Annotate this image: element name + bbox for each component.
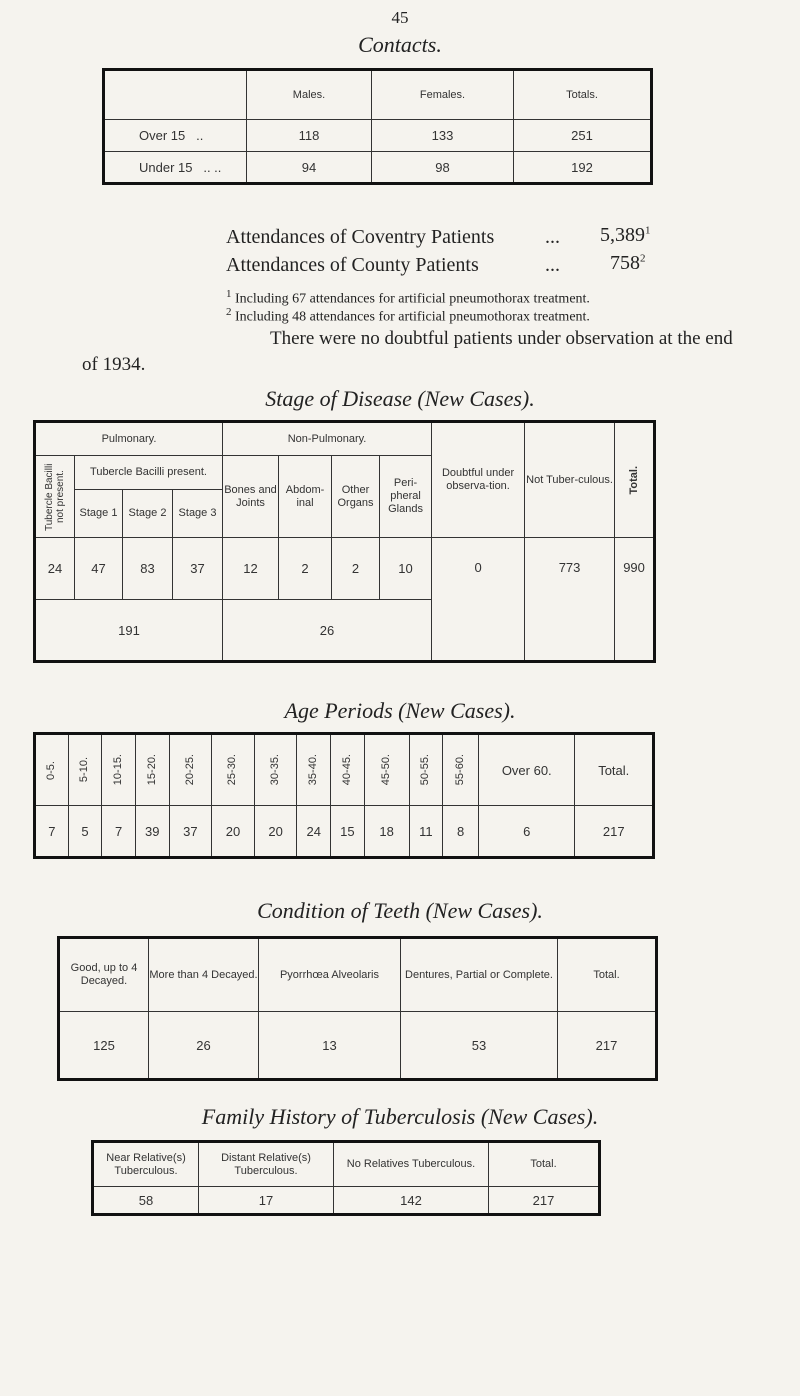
stage-cell: 0 bbox=[432, 538, 525, 662]
contacts-row-label: Under 15 .. .. bbox=[104, 152, 247, 184]
family-title: Family History of Tuberculosis (New Cases). bbox=[201, 1104, 599, 1129]
stage-cell: 83 bbox=[123, 538, 173, 600]
age-cell: 20 bbox=[254, 806, 297, 858]
contacts-header-totals: Totals. bbox=[514, 70, 652, 120]
contacts-cell: 118 bbox=[247, 120, 372, 152]
stage-2-header: Stage 2 bbox=[123, 490, 173, 538]
age-header-over-60: Over 60. bbox=[479, 734, 575, 806]
teeth-header: Pyorrhœa Alveolaris bbox=[259, 938, 401, 1012]
teeth-header: Dentures, Partial or Complete. bbox=[401, 938, 558, 1012]
bones-joints-header: Bones and Joints bbox=[223, 456, 279, 538]
contacts-cell: 133 bbox=[372, 120, 514, 152]
age-header: 0-5. bbox=[35, 734, 69, 806]
age-header: 5-10. bbox=[68, 734, 102, 806]
family-cell: 217 bbox=[489, 1187, 600, 1215]
doubtful-text-line-1: There were no doubtful patients under observation at the end bbox=[270, 328, 733, 349]
pulmonary-subtotal: 191 bbox=[35, 600, 223, 662]
family-header: Total. bbox=[489, 1142, 600, 1187]
age-header: 10-15. bbox=[102, 734, 136, 806]
footnote-1: $^1$ Including 67 attendances for artificial pneumothorax treatment. bbox=[226, 288, 590, 307]
stage-cell: 47 bbox=[75, 538, 123, 600]
attendance-dots: ... bbox=[545, 254, 560, 276]
family-table bbox=[91, 1140, 601, 1216]
attendance-coventry-value: 5,389$^1$ bbox=[600, 224, 651, 246]
contacts-cell: 192 bbox=[514, 152, 652, 184]
stage-cell: 2 bbox=[332, 538, 380, 600]
other-organs-header: Other Organs bbox=[332, 456, 380, 538]
stage-cell: 773 bbox=[525, 538, 615, 662]
footnote-2: $^2$ Including 48 attendances for artificial pneumothorax treatment. bbox=[226, 306, 590, 325]
stage-cell: 37 bbox=[173, 538, 223, 600]
age-cell: 7 bbox=[35, 806, 69, 858]
not-tuberculous-header: Not Tuber-culous. bbox=[525, 422, 615, 538]
contacts-row-label: Over 15 .. bbox=[104, 120, 247, 152]
stage-3-header: Stage 3 bbox=[173, 490, 223, 538]
pulmonary-header: Pulmonary. bbox=[35, 422, 223, 456]
stage-table bbox=[33, 420, 656, 663]
doubtful-header: Doubtful under observa-tion. bbox=[432, 422, 525, 538]
abdominal-header: Abdom-inal bbox=[279, 456, 332, 538]
teeth-header: Total. bbox=[558, 938, 657, 1012]
family-header: No Relatives Tuberculous. bbox=[334, 1142, 489, 1187]
age-cell: 5 bbox=[68, 806, 102, 858]
age-header: 30-35. bbox=[254, 734, 297, 806]
age-header: 55-60. bbox=[443, 734, 479, 806]
age-cell: 18 bbox=[364, 806, 409, 858]
family-header: Near Relative(s) Tuberculous. bbox=[93, 1142, 199, 1187]
teeth-cell: 53 bbox=[401, 1012, 558, 1080]
age-table bbox=[33, 732, 655, 859]
tb-present-header: Tubercle Bacilli present. bbox=[75, 456, 223, 490]
age-header-total: Total. bbox=[575, 734, 654, 806]
teeth-header: More than 4 Decayed. bbox=[149, 938, 259, 1012]
tb-not-present-header: Tubercle Bacilli not present. bbox=[35, 456, 75, 538]
age-cell: 11 bbox=[409, 806, 443, 858]
page-number: 45 bbox=[391, 8, 409, 27]
contacts-cell: 251 bbox=[514, 120, 652, 152]
teeth-cell: 217 bbox=[558, 1012, 657, 1080]
age-header: 25-30. bbox=[212, 734, 255, 806]
age-header: 40-45. bbox=[331, 734, 365, 806]
attendance-county-value: $758^2$ bbox=[610, 252, 646, 274]
stage-cell: 2 bbox=[279, 538, 332, 600]
contacts-title: Contacts. bbox=[358, 32, 442, 57]
teeth-title: Condition of Teeth (New Cases). bbox=[257, 898, 543, 923]
contacts-table bbox=[102, 68, 653, 185]
age-cell: 37 bbox=[169, 806, 212, 858]
family-cell: 58 bbox=[93, 1187, 199, 1215]
age-cell: 7 bbox=[102, 806, 136, 858]
teeth-cell: 26 bbox=[149, 1012, 259, 1080]
non-pulmonary-header: Non-Pulmonary. bbox=[223, 422, 432, 456]
stage-title: Stage of Disease (New Cases). bbox=[265, 386, 535, 411]
peripheral-glands-header: Peri-pheral Glands bbox=[380, 456, 432, 538]
stage-cell: 24 bbox=[35, 538, 75, 600]
age-cell: 6 bbox=[479, 806, 575, 858]
age-header: 15-20. bbox=[135, 734, 169, 806]
age-title: Age Periods (New Cases). bbox=[284, 698, 516, 723]
age-header: 20-25. bbox=[169, 734, 212, 806]
attendance-coventry-label: Attendances of Coventry Patients bbox=[226, 226, 495, 248]
contacts-corner bbox=[104, 70, 247, 120]
teeth-header: Good, up to 4 Decayed. bbox=[59, 938, 149, 1012]
non-pulmonary-subtotal: 26 bbox=[223, 600, 432, 662]
age-header: 35-40. bbox=[297, 734, 331, 806]
stage-1-header: Stage 1 bbox=[75, 490, 123, 538]
total-header: Total. bbox=[615, 422, 655, 538]
age-cell: 39 bbox=[135, 806, 169, 858]
contacts-header-females: Females. bbox=[372, 70, 514, 120]
teeth-table bbox=[57, 936, 658, 1081]
stage-cell: 12 bbox=[223, 538, 279, 600]
teeth-cell: 13 bbox=[259, 1012, 401, 1080]
family-cell: 17 bbox=[199, 1187, 334, 1215]
stage-cell: 10 bbox=[380, 538, 432, 600]
doubtful-text-line-2: of 1934. bbox=[82, 354, 146, 375]
age-cell: 8 bbox=[443, 806, 479, 858]
attendance-county-label: Attendances of County Patients bbox=[226, 254, 479, 276]
contacts-cell: 94 bbox=[247, 152, 372, 184]
teeth-cell: 125 bbox=[59, 1012, 149, 1080]
age-cell: 24 bbox=[297, 806, 331, 858]
family-header: Distant Relative(s) Tuberculous. bbox=[199, 1142, 334, 1187]
stage-cell: 990 bbox=[615, 538, 655, 662]
contacts-header-males: Males. bbox=[247, 70, 372, 120]
age-header: 50-55. bbox=[409, 734, 443, 806]
contacts-cell: 98 bbox=[372, 152, 514, 184]
attendance-dots: ... bbox=[545, 226, 560, 248]
age-cell: 217 bbox=[575, 806, 654, 858]
age-cell: 20 bbox=[212, 806, 255, 858]
age-header: 45-50. bbox=[364, 734, 409, 806]
age-cell: 15 bbox=[331, 806, 365, 858]
family-cell: 142 bbox=[334, 1187, 489, 1215]
